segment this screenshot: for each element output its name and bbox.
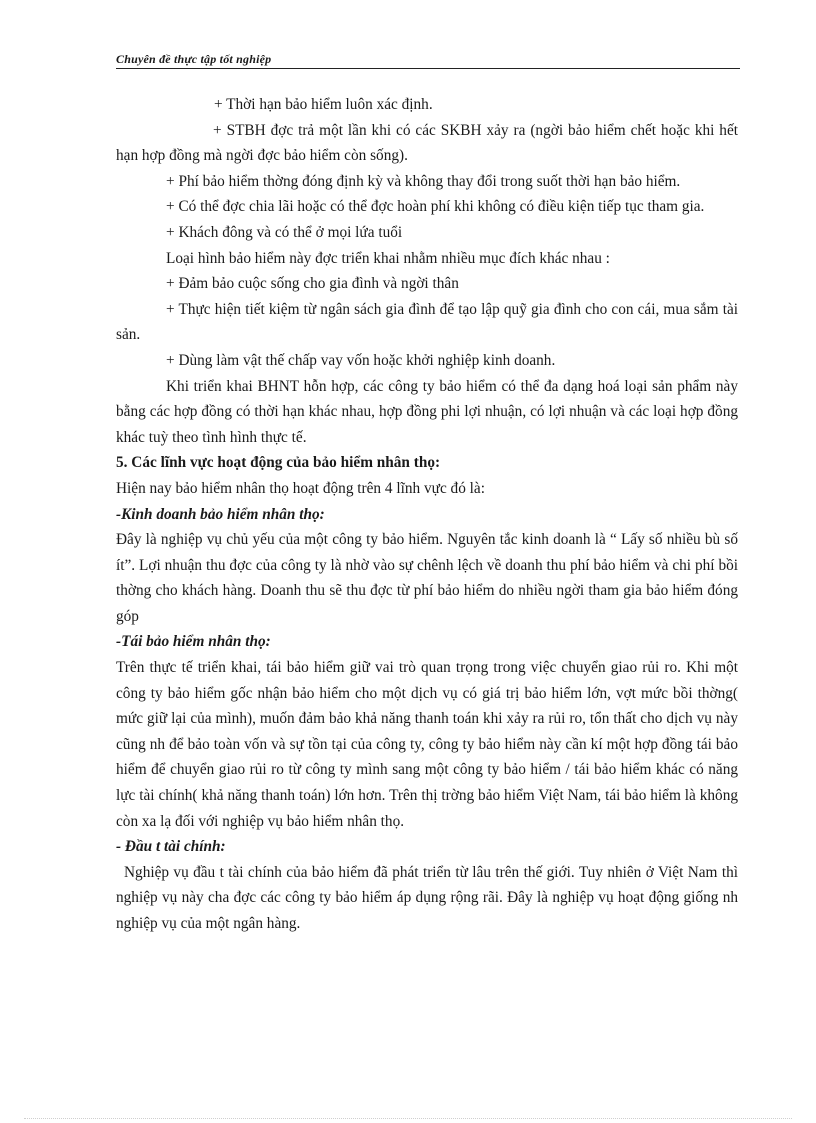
paragraph: Hiện nay bảo hiểm nhân thọ hoạt động trên 4 lĩnh vực đó là: <box>116 479 485 497</box>
subsection-heading: -Tái bảo hiểm nhân thọ: <box>116 633 271 651</box>
paragraph: + Thời hạn bảo hiểm luôn xác định. <box>214 96 433 113</box>
paragraph: Khi triển khai BHNT hỗn hợp, các công ty bảo hiểm có thể đa dạng hoá loại sản phẩm này bằng các hợp đồng có thời hạn khác nhau, hợp đồng phi lợi nhuận, có lợi nhuận và các loại hợp đồng khác tuỳ theo tình hình thực tế. <box>116 377 738 446</box>
page-bottom-divider <box>24 1118 792 1119</box>
paragraph: Nghiệp vụ đầu t tài chính của bảo hiểm đã phát triển từ lâu trên thế giới. Tuy nhiên ở Việt Nam thì nghiệp vụ này cha đợc các công ty bảo hiểm áp dụng rộng rãi. Đây là nghiệp vụ hoạt động giống nh nghiệp vụ của một ngân hàng. <box>116 863 738 932</box>
paragraph: + Phí bảo hiểm thờng đóng định kỳ và không thay đổi trong suốt thời hạn bảo hiểm. <box>166 172 681 190</box>
subsection-heading: -Kinh doanh bảo hiểm nhân thọ: <box>116 505 325 523</box>
paragraph: + Có thể đợc chia lãi hoặc có thể đợc hoàn phí khi không có điều kiện tiếp tục tham gia. <box>166 198 705 216</box>
section-heading: 5. Các lĩnh vực hoạt động của bảo hiểm nhân thọ: <box>116 454 441 472</box>
paragraph: + Thực hiện tiết kiệm từ ngân sách gia đình để tạo lập quỹ gia đình cho con cái, mua sắm tài sản. <box>116 300 738 344</box>
document-body <box>116 92 738 937</box>
subsection-heading: - Đầu t tài chính: <box>116 838 226 856</box>
paragraph: Loại hình bảo hiểm này đợc triển khai nhằm nhiều mục đích khác nhau : <box>166 249 610 267</box>
page-header <box>116 48 740 69</box>
paragraph: + STBH đợc trả một lần khi có các SKBH xảy ra (ngời bảo hiểm chết hoặc khi hết hạn hợp đồng mà ngời đợc bảo hiểm còn sống). <box>116 121 738 165</box>
header-title: Chuyên đề thực tập tốt nghiệp <box>116 52 272 66</box>
paragraph: + Đảm bảo cuộc sống cho gia đình và ngời thân <box>166 275 459 293</box>
paragraph: Đây là nghiệp vụ chủ yếu của một công ty bảo hiểm. Nguyên tắc kinh doanh là “ Lấy số nhiều bù số ít”. Lợi nhuận thu đợc của công ty là nhờ vào sự chênh lệch về doanh thu phí bảo hiểm và chi phí bồi thờng cho khách hàng. Doanh thu sẽ thu đợc từ phí bảo hiểm do nhiều ngời tham gia bảo hiểm đóng góp <box>116 531 738 625</box>
paragraph: + Khách đông và có thể ở mọi lứa tuổi <box>166 223 403 241</box>
paragraph: Trên thực tế triển khai, tái bảo hiểm giữ vai trò quan trọng trong việc chuyển giao rủi ro. Khi một công ty bảo hiểm gốc nhận bảo hiểm cho một dịch vụ có giá trị bảo hiểm lớn, vợt mức bồi thờng( mức giữ lại của mình), muốn đảm bảo khả năng thanh toán khi xảy ra rủi ro, tổn thất cho dịch vụ này cũng nh để bảo toàn vốn và sự tồn tại của công ty, công ty bảo hiểm này cần kí một hợp đồng tái bảo hiểm để chuyển giao rủi ro từ công ty mình sang một công ty bảo hiểm / tái bảo hiểm khác có năng lực tài chính( khả năng thanh toán) lớn hơn. Trên thị trờng bảo hiểm Việt Nam, tái bảo hiểm là không còn xa lạ đối với nghiệp vụ bảo hiểm nhân thọ. <box>116 659 738 830</box>
paragraph: + Dùng làm vật thế chấp vay vốn hoặc khởi nghiệp kinh doanh. <box>166 351 556 369</box>
